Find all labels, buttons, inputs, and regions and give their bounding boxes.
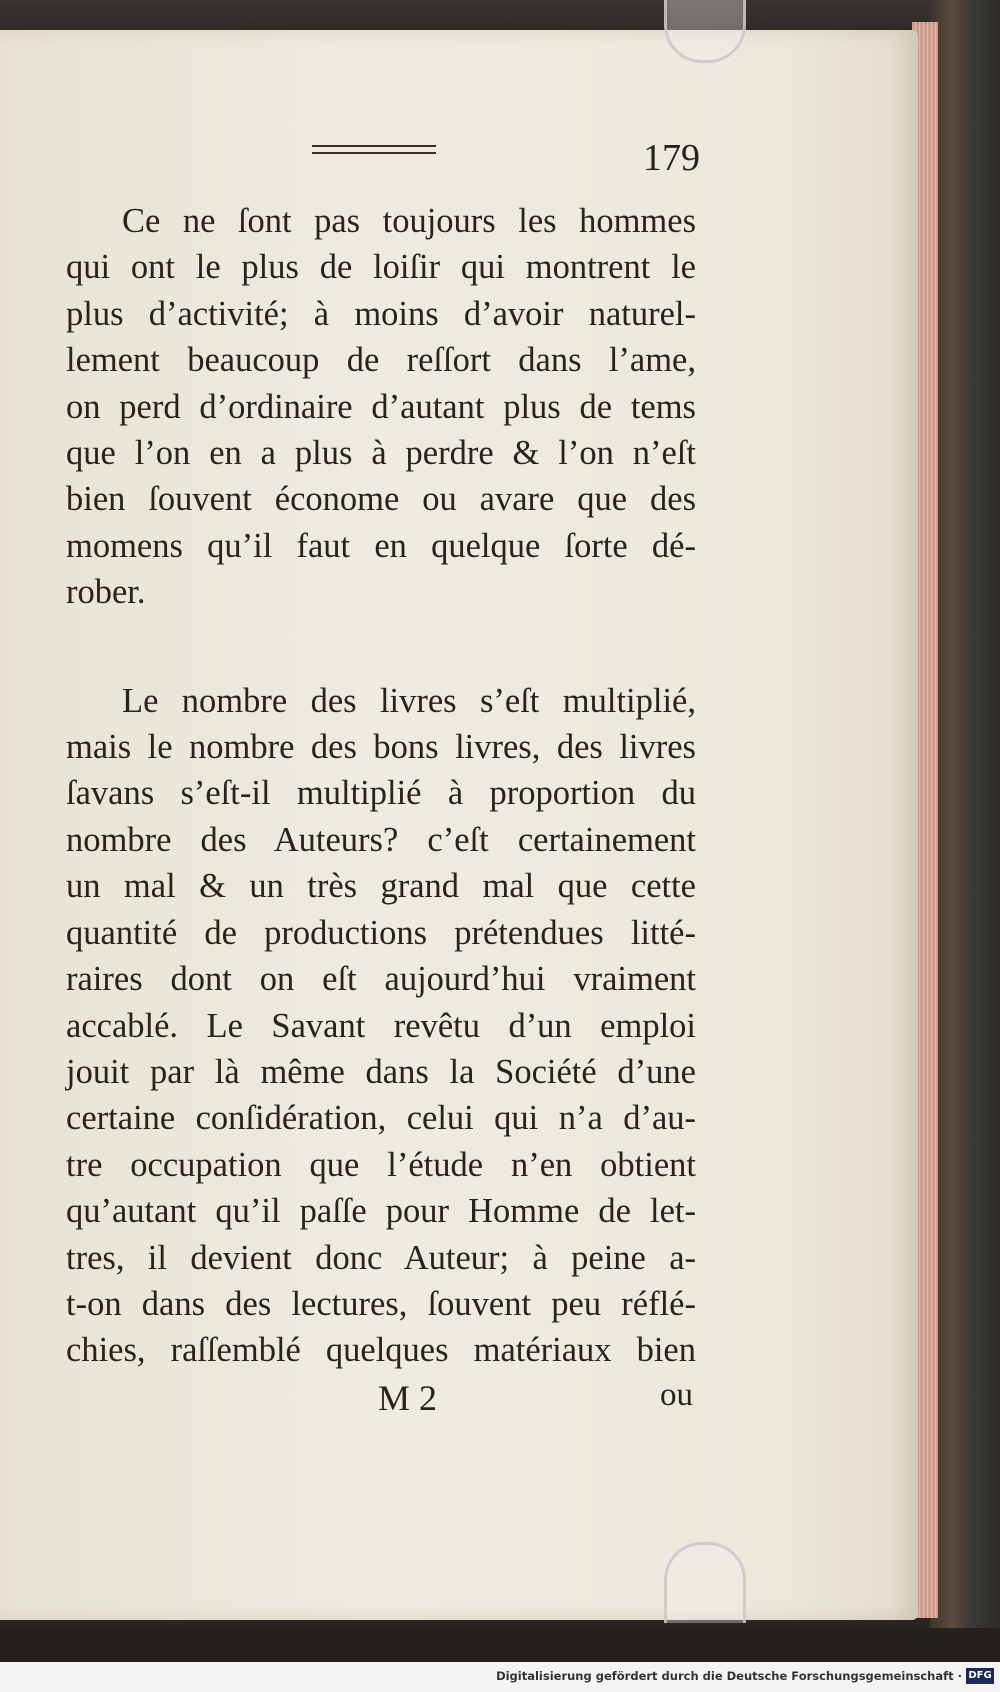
text-line: tre occupation que l’étude n’en obtient (66, 1145, 696, 1184)
text-line: on perd d’ordinaire d’autant plus de tems (66, 387, 696, 426)
paragraph-2 (66, 678, 696, 1374)
signature-mark: M 2 (378, 1378, 438, 1418)
text-line: qui ont le plus de loiſir qui montrent le (66, 248, 696, 287)
page-number: 179 (643, 137, 700, 179)
text-line: lement beaucoup de reſſort dans l’ame, (66, 341, 696, 380)
book-cover-bottom (0, 1628, 1000, 1662)
digitization-footer (0, 1662, 1000, 1692)
text-line: mais le nombre des bons livres, des livres (66, 728, 696, 767)
text-line: Ce ne ſont pas toujours les hommes (122, 202, 696, 240)
header-rule (312, 145, 436, 154)
dfg-logo: DFG (966, 1668, 994, 1684)
text-line: certaine conſidération, celui qui n’a d’au- (66, 1099, 696, 1138)
text-line: qu’autant qu’il paſſe pour Homme de let- (66, 1192, 696, 1231)
text-line: quantité de productions prétendues litté- (66, 913, 696, 952)
text-line: nombre des Auteurs? c’eſt certainement (66, 820, 696, 859)
text-line: accablé. Le Savant revêtu d’un emploi (66, 1006, 696, 1045)
text-line: ſavans s’eſt-il multiplié à proportion du (66, 774, 696, 813)
text-line: que l’on en a plus à perdre & l’on n’eſt (66, 434, 696, 473)
text-line: bien ſouvent économe ou avare que des (66, 480, 696, 519)
text-line: plus d’activité; à moins d’avoir naturel- (66, 294, 696, 333)
page-clip-bottom (664, 1542, 746, 1623)
text-line: momens qu’il faut en quelque ſorte dé- (66, 526, 696, 565)
text-line: Le nombre des livres s’eſt multiplié, (122, 681, 696, 720)
text-line: tres, il devient donc Auteur; à peine a- (66, 1238, 696, 1277)
text-line: chies, raſſemblé quelques matériaux bien (66, 1331, 696, 1370)
text-line: t-on dans des lectures, ſouvent peu réflé- (66, 1284, 696, 1323)
catchword: ou (660, 1377, 693, 1413)
paragraph-gap (66, 616, 696, 678)
funding-credit: Digitalisierung gefördert durch die Deutsche Forschungsgemeinschaft · (496, 1669, 962, 1683)
paragraph-1 (66, 198, 696, 616)
text-line: raires dont on eſt aujourd’hui vraiment (66, 960, 696, 999)
text-line: rober. (66, 573, 146, 612)
text-line: un mal & un très grand mal que cette (66, 867, 696, 906)
book-cover-right (930, 0, 1000, 1660)
text-line: jouit par là même dans la Société d’une (66, 1052, 696, 1091)
book-cover-top (0, 0, 1000, 34)
body-text (66, 198, 696, 1374)
